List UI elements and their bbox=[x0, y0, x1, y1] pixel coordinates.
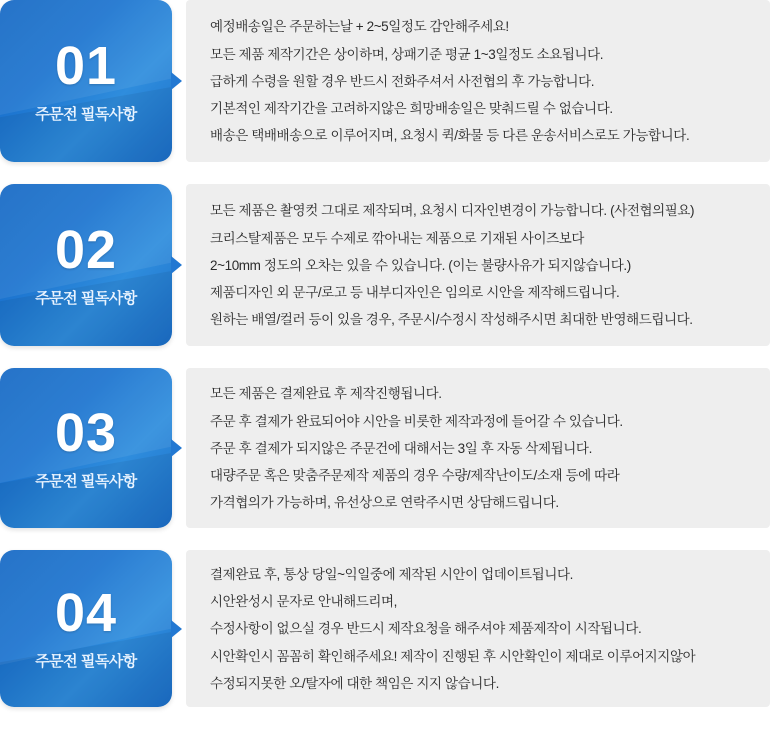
notice-block-04 bbox=[0, 550, 770, 707]
notice-line: 제품디자인 외 문구/로고 등 내부디자인은 임의로 시안을 제작해드립니다. bbox=[210, 285, 620, 301]
notice-line: 모든 제품은 결제완료 후 제작진행됩니다. bbox=[210, 386, 442, 402]
step-number: 04 bbox=[54, 583, 118, 644]
notice-line: 배송은 택배배송으로 이루어지며, 요청시 퀵/화물 등 다른 운송서비스로도 가능합니다. bbox=[210, 128, 690, 144]
notice-line: 시안확인시 꼼꼼히 확인해주세요! 제작이 진행된 후 시안확인이 제대로 이루어지지않아 bbox=[210, 648, 696, 664]
step-label: 주문전 필독사항 bbox=[35, 105, 137, 123]
step-badge-02 bbox=[0, 184, 172, 346]
notice-panel-01 bbox=[186, 0, 770, 162]
notice-line: 크리스탈제품은 모두 수제로 깎아내는 제품으로 기재된 사이즈보다 bbox=[210, 230, 585, 246]
step-badge-01 bbox=[0, 0, 172, 162]
notice-line: 모든 제품 제작기간은 상이하며, 상패기준 평균 1~3일정도 소요됩니다. bbox=[210, 46, 604, 62]
notice-line: 대량주문 혹은 맞춤주문제작 제품의 경우 수량/제작난이도/소재 등에 따라 bbox=[210, 468, 620, 484]
step-badge-04 bbox=[0, 550, 172, 707]
step-label: 주문전 필독사항 bbox=[35, 472, 137, 490]
notice-panel-03 bbox=[186, 368, 770, 528]
notice-line: 원하는 배열/컬러 등이 있을 경우, 주문시/수정시 작성해주시면 최대한 반영해드립니다. bbox=[210, 312, 693, 328]
notice-line: 주문 후 결제가 완료되어야 시안을 비롯한 제작과정에 들어갈 수 있습니다. bbox=[210, 413, 623, 429]
step-badge-03 bbox=[0, 368, 172, 528]
notice-line: 급하게 수령을 원할 경우 반드시 전화주셔서 사전협의 후 가능합니다. bbox=[210, 73, 595, 89]
step-number: 01 bbox=[54, 35, 118, 96]
notice-block-03 bbox=[0, 368, 770, 528]
notice-line: 수정되지못한 오/탈자에 대한 책임은 지지 않습니다. bbox=[210, 675, 499, 691]
notice-line: 수정사항이 없으실 경우 반드시 제작요청을 해주셔야 제품제작이 시작됩니다. bbox=[210, 621, 642, 637]
notice-panel-04 bbox=[186, 550, 770, 707]
notice-line: 주문 후 결제가 되지않은 주문건에 대해서는 3일 후 자동 삭제됩니다. bbox=[210, 440, 592, 456]
notice-line: 2~10mm 정도의 오차는 있을 수 있습니다. (이는 불량사유가 되지않습니다.) bbox=[210, 257, 631, 273]
notice-panel-02 bbox=[186, 184, 770, 346]
notice-block-02 bbox=[0, 184, 770, 346]
notice-line: 기본적인 제작기간을 고려하지않은 희망배송일은 맞춰드릴 수 없습니다. bbox=[210, 101, 613, 117]
notice-line: 가격협의가 가능하며, 유선상으로 연락주시면 상담해드립니다. bbox=[210, 495, 559, 511]
notice-line: 시안완성시 문자로 안내해드리며, bbox=[210, 594, 398, 610]
step-label: 주문전 필독사항 bbox=[35, 289, 137, 307]
step-number: 02 bbox=[54, 219, 118, 280]
notice-line: 예정배송일은 주문하는날 + 2~5일정도 감안해주세요! bbox=[210, 19, 509, 35]
notice-line: 결제완료 후, 통상 당일~익일중에 제작된 시안이 업데이트됩니다. bbox=[210, 567, 573, 582]
notice-line: 모든 제품은 촬영컷 그대로 제작되며, 요청시 디자인변경이 가능합니다. (사전협의필요) bbox=[210, 203, 695, 219]
step-label: 주문전 필독사항 bbox=[35, 653, 137, 671]
step-number: 03 bbox=[54, 402, 118, 463]
notice-block-01 bbox=[0, 0, 770, 162]
